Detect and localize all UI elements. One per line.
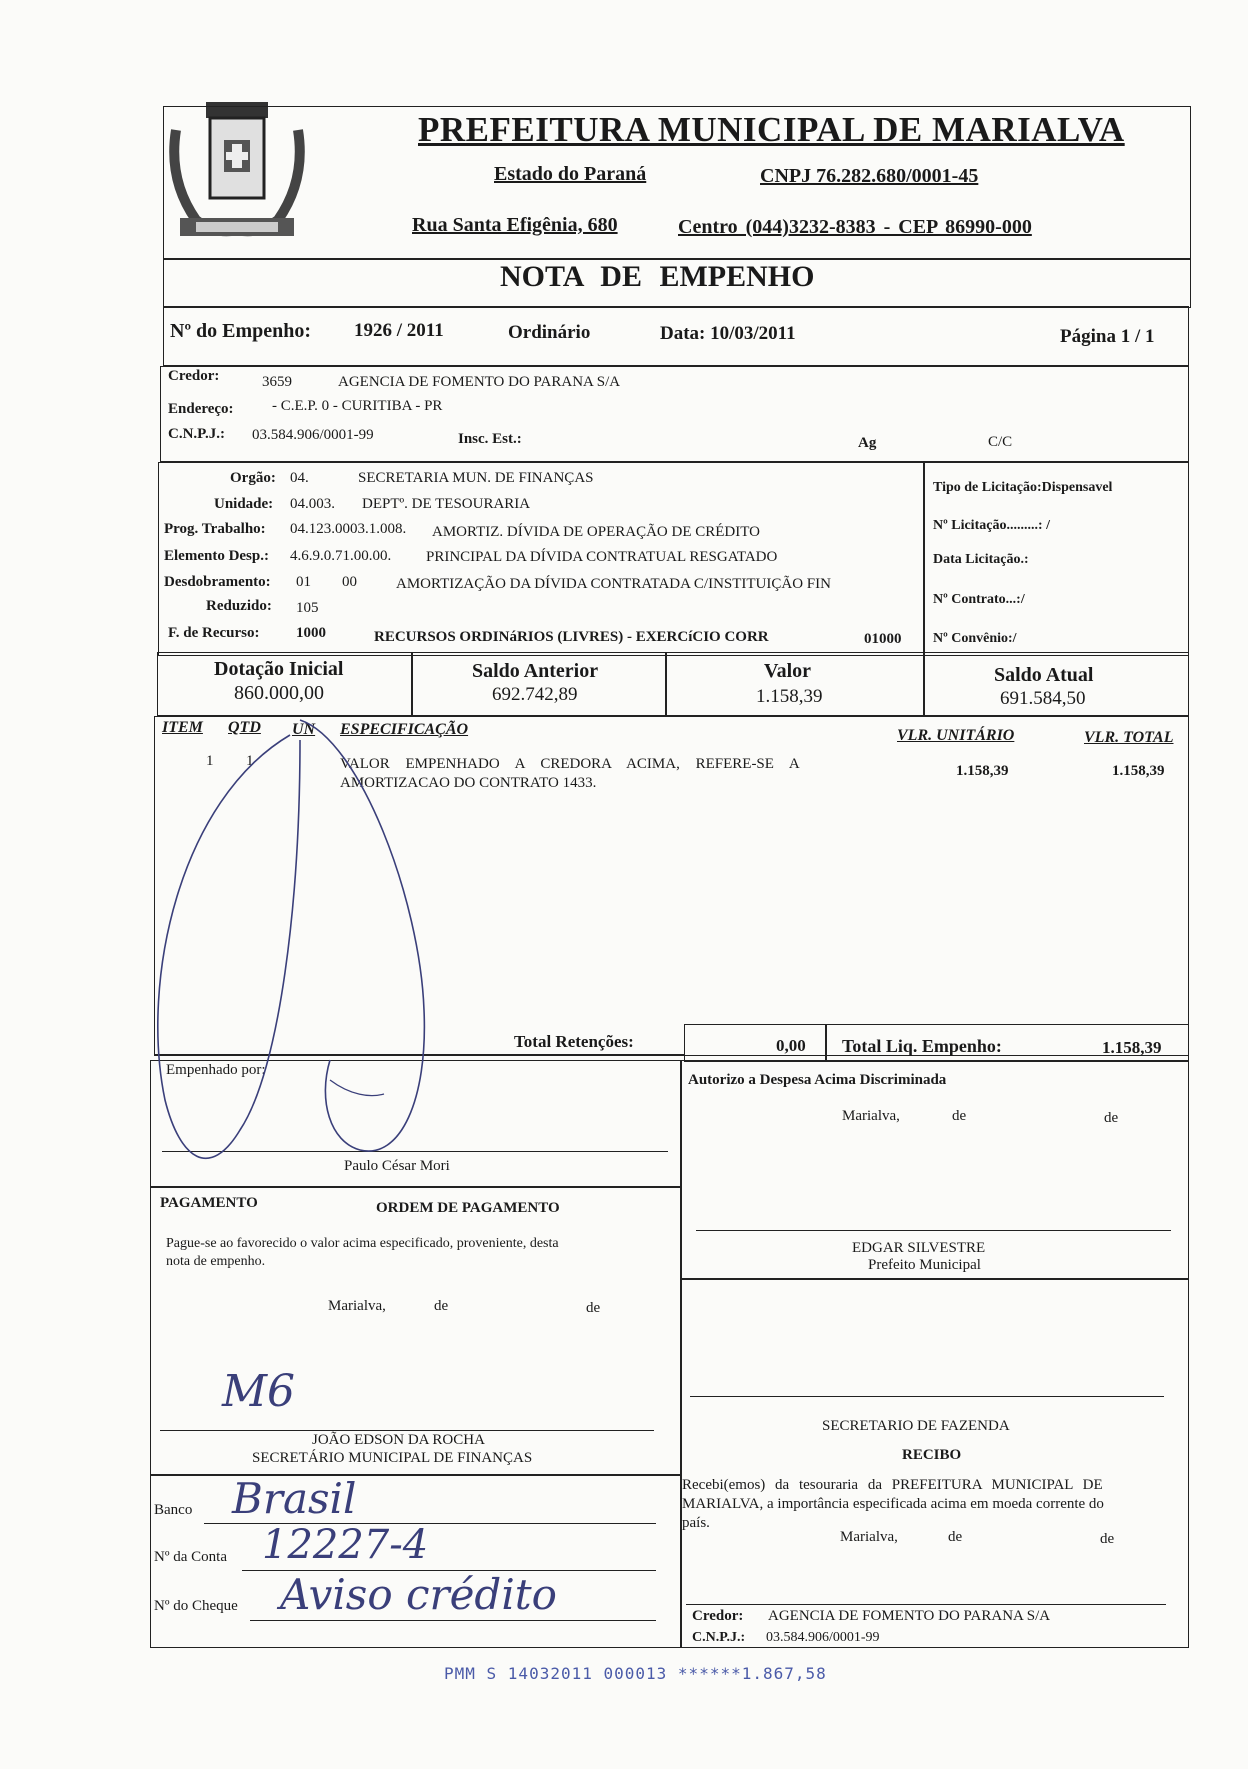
recibo-text3: país. xyxy=(682,1515,710,1531)
saldo-atual-value: 691.584,50 xyxy=(1000,688,1086,709)
recibo-text1: Recebi(emos) da tesouraria da PREFEITURA MUNICIPAL DE xyxy=(682,1477,1103,1493)
address-header: Rua Santa Efigênia, 680 xyxy=(412,214,618,236)
unidade-label: Unidade: xyxy=(214,496,274,512)
fonte-recurso-name: RECURSOS ORDINáRIOS (LIVRES) - EXERCíCIO CORR xyxy=(374,629,769,645)
tipo-licitacao: Tipo de Licitação:Dispensavel xyxy=(933,480,1113,495)
item-unit-value: 1.158,39 xyxy=(956,763,1009,779)
empenho-date: Data: 10/03/2011 xyxy=(660,323,796,344)
pagamento-text1: Pague-se ao favorecido o valor acima especificado, proveniente, desta xyxy=(166,1236,559,1251)
item-spec-line2: AMORTIZACAO DO CONTRATO 1433. xyxy=(340,775,597,791)
cnpj-header: CNPJ 76.282.680/0001-45 xyxy=(760,165,979,187)
prog-trabalho-code: 04.123.0003.1.008. xyxy=(290,521,407,537)
desdobramento-code1: 01 xyxy=(296,574,311,590)
handwritten-banco: Brasil xyxy=(232,1474,357,1523)
state-name: Estado do Paraná xyxy=(494,163,647,185)
total-retencoes-label: Total Retenções: xyxy=(514,1032,634,1051)
item-total-value: 1.158,39 xyxy=(1112,763,1165,779)
ordem-pagamento-label: ORDEM DE PAGAMENTO xyxy=(376,1200,560,1216)
items-col-item: ITEM xyxy=(162,719,203,736)
dotacao-inicial-label: Dotação Inicial xyxy=(214,658,344,680)
valor-label: Valor xyxy=(764,660,812,682)
orgao-label: Orgão: xyxy=(230,470,276,486)
fonte-recurso-code: 1000 xyxy=(296,625,326,641)
data-licitacao: Data Licitação.: xyxy=(933,552,1029,567)
unidade-name: DEPTº. DE TESOURARIA xyxy=(362,496,531,512)
items-col-total: VLR. TOTAL xyxy=(1084,729,1174,746)
recibo-credor-label: Credor: xyxy=(692,1608,744,1624)
ag-label: Ag xyxy=(858,435,877,451)
secretario-financas-name: JOÃO EDSON DA ROCHA xyxy=(312,1432,485,1448)
prog-trabalho-name: AMORTIZ. DÍVIDA DE OPERAÇÃO DE CRÉDITO xyxy=(432,524,760,540)
dotacao-inicial-value: 860.000,00 xyxy=(234,682,324,704)
credor-name: AGENCIA DE FOMENTO DO PARANA S/A xyxy=(338,374,621,390)
recibo-local: Marialva, xyxy=(840,1529,898,1545)
credor-cnpj-label: C.N.P.J.: xyxy=(168,426,225,442)
recibo-title: RECIBO xyxy=(902,1447,962,1463)
fonte-recurso-code2: 01000 xyxy=(864,631,902,647)
elemento-desp-code: 4.6.9.0.71.00.00. xyxy=(290,548,392,564)
conta-label: Nº da Conta xyxy=(154,1549,227,1565)
pagamento-de2: de xyxy=(586,1300,601,1316)
credor-cnpj-value: 03.584.906/0001-99 xyxy=(252,427,374,443)
municipality-title: PREFEITURA MUNICIPAL DE MARIALVA xyxy=(418,110,1125,149)
desdobramento-code2: 00 xyxy=(342,574,357,590)
elemento-desp-name: PRINCIPAL DA DÍVIDA CONTRATUAL RESGATADO xyxy=(426,549,778,565)
pagamento-de1: de xyxy=(434,1298,449,1314)
recibo-text2: MARIALVA, a importância especificada acima em moeda corrente do xyxy=(682,1496,1104,1512)
recibo-cnpj-value: 03.584.906/0001-99 xyxy=(766,1630,880,1645)
item-qtd: 1 xyxy=(246,753,254,769)
empenhado-por-label: Empenhado por: xyxy=(166,1062,266,1078)
total-retencoes-value: 0,00 xyxy=(776,1036,806,1055)
unidade-code: 04.003. xyxy=(290,496,335,512)
reduzido-label: Reduzido: xyxy=(206,598,272,614)
numero-convenio: Nº Convênio:/ xyxy=(933,631,1017,646)
fonte-recurso-label: F. de Recurso: xyxy=(168,625,260,641)
elemento-desp-label: Elemento Desp.: xyxy=(164,548,269,564)
desdobramento-name: AMORTIZAÇÃO DA DÍVIDA CONTRATADA C/INSTITUIÇÃO FIN xyxy=(396,576,831,592)
secretario-fazenda-label: SECRETARIO DE FAZENDA xyxy=(822,1418,1010,1434)
numero-contrato: Nº Contrato...:/ xyxy=(933,592,1025,607)
empenho-number-label: Nº do Empenho: xyxy=(170,320,312,342)
pagamento-label: PAGAMENTO xyxy=(160,1195,258,1211)
items-col-spec: ESPECIFICAÇÃO xyxy=(340,721,469,738)
prefeito-name: EDGAR SILVESTRE xyxy=(852,1240,986,1256)
header-frame xyxy=(163,106,1191,308)
cheque-label: Nº do Cheque xyxy=(154,1598,238,1614)
cc-label: C/C xyxy=(988,434,1013,450)
pagamento-local: Marialva, xyxy=(328,1298,386,1314)
total-liq-value: 1.158,39 xyxy=(1102,1038,1162,1057)
handwritten-conta: 12227-4 xyxy=(262,1522,429,1568)
saldo-anterior-label: Saldo Anterior xyxy=(472,660,599,682)
empenho-type: Ordinário xyxy=(508,322,591,343)
items-col-unit: VLR. UNITÁRIO xyxy=(897,727,1015,744)
autorizo-label: Autorizo a Despesa Acima Discriminada xyxy=(688,1072,947,1088)
autorizo-local: Marialva, xyxy=(842,1108,900,1124)
recibo-de2: de xyxy=(1100,1531,1115,1547)
items-col-un: UN xyxy=(292,721,316,738)
banco-label: Banco xyxy=(154,1502,193,1518)
empenhado-por-name: Paulo César Mori xyxy=(344,1158,450,1174)
credor-label: Credor: xyxy=(168,368,220,384)
valor-value: 1.158,39 xyxy=(756,686,823,707)
item-spec-line1: VALOR EMPENHADO A CREDORA ACIMA, REFERE-SE A xyxy=(340,756,800,772)
desdobramento-label: Desdobramento: xyxy=(164,574,271,590)
total-liq-label: Total Liq. Empenho: xyxy=(842,1036,1002,1056)
empenho-number-value: 1926 / 2011 xyxy=(354,320,444,341)
recibo-cnpj-label: C.N.P.J.: xyxy=(692,1630,746,1645)
endereco-value: - C.E.P. 0 - CURITIBA - PR xyxy=(272,398,443,414)
doc-title: NOTA DE EMPENHO xyxy=(500,260,815,293)
saldo-anterior-value: 692.742,89 xyxy=(492,684,578,705)
handwritten-cheque: Aviso crédito xyxy=(280,1570,557,1619)
insc-est-label: Insc. Est.: xyxy=(458,431,522,447)
saldo-atual-label: Saldo Atual xyxy=(994,664,1094,686)
items-col-qtd: QTD xyxy=(228,719,261,736)
district-phone-cep: Centro (044)3232-8383 - CEP 86990-000 xyxy=(678,216,1032,238)
item-number: 1 xyxy=(206,753,214,769)
orgao-code: 04. xyxy=(290,470,309,486)
autorizo-de1: de xyxy=(952,1108,967,1124)
handwritten-initial: M6 xyxy=(222,1366,296,1417)
recibo-credor-value: AGENCIA DE FOMENTO DO PARANA S/A xyxy=(768,1608,1051,1624)
secretario-financas-cargo: SECRETÁRIO MUNICIPAL DE FINANÇAS xyxy=(252,1450,533,1466)
pagamento-text2: nota de empenho. xyxy=(166,1254,266,1269)
page-indicator: Página 1 / 1 xyxy=(1060,326,1155,347)
autorizo-de2: de xyxy=(1104,1110,1119,1126)
numero-licitacao: Nº Licitação.........: / xyxy=(933,518,1050,533)
recibo-de1: de xyxy=(948,1529,963,1545)
orgao-name: SECRETARIA MUN. DE FINANÇAS xyxy=(358,470,594,486)
credor-code: 3659 xyxy=(262,374,292,390)
prog-trabalho-label: Prog. Trabalho: xyxy=(164,521,266,537)
prefeito-cargo: Prefeito Municipal xyxy=(868,1257,981,1273)
payment-stamp: PMM S 14032011 000013 ******1.867,58 xyxy=(444,1664,827,1683)
endereco-label: Endereço: xyxy=(168,401,234,417)
reduzido-value: 105 xyxy=(296,600,319,616)
